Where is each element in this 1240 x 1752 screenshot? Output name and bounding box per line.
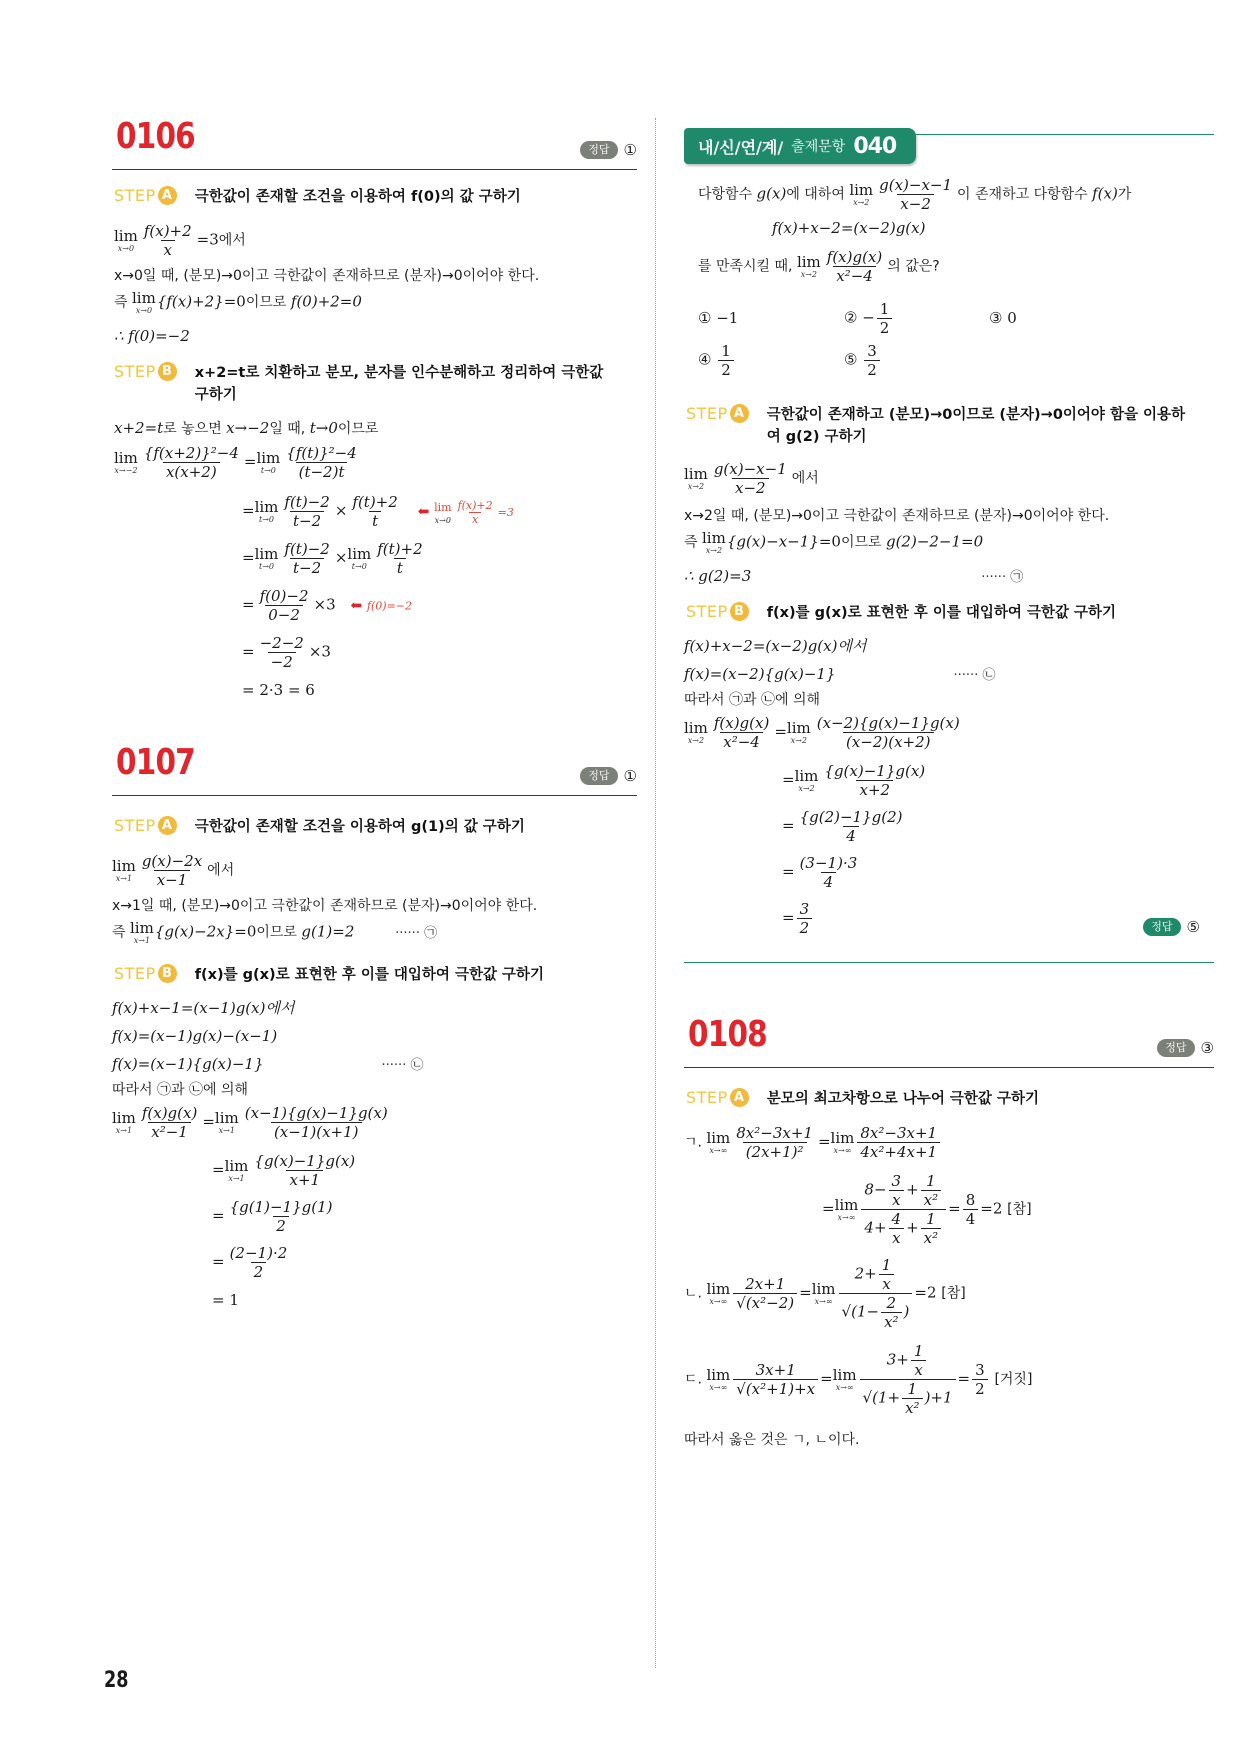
answer-value: ① <box>623 141 637 159</box>
equation-line: = lim x→∞ 8− $\frac{3}{x}$ + $\frac{1}{\text{x²}}$ 4+ $\frac{4}{x}$ + $\frac{1}{\text{x²}}$ = $\frac{8}{4}$ =2 [참] <box>822 1172 1032 1247</box>
step-tag <box>114 362 177 381</box>
step-a-0108 <box>686 1088 1214 1110</box>
choice-3: ③ 0 <box>989 309 1017 327</box>
equation-line: ㄴ. lim x→∞ $\frac{2x+1}{\text{√(x²−2)}}$ = lim x→∞ 2+ $\frac{1}{x}$ √(1− $\frac{2}{\text{x²}}$ ) =2 [참] <box>684 1256 966 1331</box>
equation-line: 즉 lim x→2 {g(x)−x−1}=0이므로 g(2)−2−1=0 <box>684 529 984 555</box>
answer-badge: 정답 <box>580 141 617 159</box>
step-tag <box>686 404 749 423</box>
column-divider <box>655 118 656 1668</box>
choice-2: ② − $\frac{1}{2}$ <box>844 300 894 337</box>
equation-line: = $\frac{\{g(2)-1\}g(2)}{4}$ <box>782 808 903 845</box>
text-line: 따라서 ㉠과 ㉡에 의해 <box>684 692 821 708</box>
related-problem-banner <box>684 128 916 164</box>
step-b-040 <box>686 602 1214 624</box>
question-line: 를 만족시킬 때, lim x→2 $\frac{f(x)g(x)}{\text{x²−4}}$ 의 값은? <box>698 248 940 285</box>
problem-number: 0108 <box>688 1014 767 1055</box>
step-label: STEP <box>114 186 156 205</box>
equation-line: lim x→1 $\frac{f(x)g(x)}{\text{x²−1}}$ = lim x→1 $\frac{(x-1)\{g(x)-1\}g(x)}{(x-1)(x+1)}$ <box>112 1104 388 1141</box>
step-label: STEP <box>114 816 156 835</box>
banner-number: 040 <box>853 133 897 159</box>
step-label: STEP <box>686 404 728 423</box>
text-line: x→0일 때, (분모)→0이고 극한값이 존재하므로 (분자)→0이어야 한다. <box>114 268 540 284</box>
equation-line: 즉 lim x→0 {f(x)+2}=0이므로 f(0)+2=0 <box>114 289 362 315</box>
equation-line: f(x)+x−1=(x−1)g(x)에서 <box>112 999 295 1017</box>
text-line: x+2=t로 놓으면 x→−2일 때, t→0이므로 <box>114 419 379 437</box>
equation-line: f(x)=(x−1)g(x)−(x−1) <box>112 1027 278 1045</box>
arrow-left-icon: ⬅ <box>350 597 363 614</box>
step-letter-icon: A <box>730 1088 749 1107</box>
step-tag <box>686 1088 749 1107</box>
equation-line: = $\frac{\{g(1)-1\}g(1)}{2}$ <box>212 1198 333 1235</box>
step-title: 극한값이 존재할 조건을 이용하여 f(0)의 값 구하기 <box>194 189 521 205</box>
equation-line: = 1 <box>212 1291 239 1309</box>
note: f(0)=−2 <box>366 599 412 613</box>
step-tag <box>114 186 177 205</box>
step-tag <box>114 964 177 983</box>
equation-line: ∴ f(0)=−2 <box>114 327 190 345</box>
text-line: x→2일 때, (분모)→0이고 극한값이 존재하므로 (분자)→0이어야 한다. <box>684 508 1110 524</box>
step-letter-icon: B <box>158 964 177 983</box>
equation-line: = lim t→0 $\frac{f(t)-2}{t-2}$ × $\frac{f(t)+2}{t}$ ⬅ lim x→0 $\frac{f(x)+2}{x}$ =3 <box>242 493 514 530</box>
choice-1: ① −1 <box>698 309 739 327</box>
conclusion-text: 따라서 옳은 것은 ㄱ, ㄴ이다. <box>684 1432 860 1448</box>
step-a-0107 <box>114 816 637 838</box>
banner-label: 내/신/연/계/ <box>698 137 784 157</box>
equation-line: lim x→0 $\frac{f(x)+2}{x}$ =3에서 <box>114 222 246 259</box>
answer <box>580 767 637 785</box>
step-letter-icon: B <box>158 362 177 381</box>
step-letter-icon: B <box>730 602 749 621</box>
equation-line: ㄷ. lim x→∞ $\frac{3x+1}{\text{√(x²+1)+x}}$ = lim x→∞ 3+ $\frac{1}{x}$ √(1+ $\frac{1}{\text{x²}}$ )+1 = $\frac{3}{2}$ [거짓] <box>684 1342 1033 1417</box>
equation-line: lim x→1 $\frac{g(x)-2x}{x-1}$ 에서 <box>112 852 235 889</box>
answer-badge: 정답 <box>1157 1039 1194 1057</box>
equation-line: = $\frac{-2-2}{-2}$ ×3 <box>242 634 331 671</box>
banner-sublabel: 출제문항 <box>791 139 846 155</box>
step-title: 극한값이 존재하고 (분모)→0이므로 (분자)→0이어야 함을 이용하여 g(2) 구하기 <box>766 407 1186 445</box>
step-letter-icon: A <box>730 404 749 423</box>
equation-line: = $\frac{f(0)-2}{0-2}$ ×3 ⬅ f(0)=−2 <box>242 587 412 624</box>
step-title: f(x)를 g(x)로 표현한 후 이를 대입하여 극한값 구하기 <box>766 605 1117 621</box>
equation-line: f(x)=(x−1){g(x)−1} ······ ㉡ <box>112 1055 424 1073</box>
step-title: 극한값이 존재할 조건을 이용하여 g(1)의 값 구하기 <box>194 819 525 835</box>
equation-line: = $\frac{(2-1)\cdot 2}{2}$ <box>212 1244 288 1281</box>
question-line: f(x)+x−2=(x−2)g(x) <box>772 219 926 237</box>
equation-line: ㄱ. lim x→∞ $\frac{\text{8x²−3x+1}}{\text{(2x+1)²}}$ = lim x→∞ $\frac{\text{8x²−3x+1}}{\text{4x²+4x+1}}$ <box>684 1124 942 1161</box>
answer-badge: 정답 <box>1143 918 1180 936</box>
equation-line: f(x)+x−2=(x−2)g(x)에서 <box>684 637 867 655</box>
equation-line: f(x)=(x−2){g(x)−1} ······ ㉡ <box>684 665 996 683</box>
step-b-0106 <box>114 362 637 406</box>
step-letter-icon: A <box>158 186 177 205</box>
choice-4: ④ $\frac{1}{2}$ <box>698 342 736 379</box>
equation-line: = lim x→2 $\frac{\{g(x)-1\}g(x)}{x+2}$ <box>782 762 926 799</box>
arrow-left-icon: ⬅ <box>417 503 430 520</box>
choice-5: ⑤ $\frac{3}{2}$ <box>844 342 882 379</box>
page-number: 28 <box>104 1668 129 1693</box>
step-label: STEP <box>114 362 156 381</box>
answer-badge: 정답 <box>580 767 617 785</box>
step-label: STEP <box>686 1088 728 1107</box>
problem-header-0107 <box>112 738 637 796</box>
problem-number: 0106 <box>116 116 195 157</box>
problem-header-0108 <box>684 1010 1214 1068</box>
equation-line: 즉 lim x→1 {g(x)−2x}=0이므로 g(1)=2 ······ ㉠ <box>112 919 438 945</box>
answer <box>580 141 637 159</box>
text-line: 따라서 ㉠과 ㉡에 의해 <box>112 1082 249 1098</box>
step-b-0107 <box>114 964 637 986</box>
problem-number: 0107 <box>116 742 195 783</box>
equation-line: = lim x→1 $\frac{\{g(x)-1\}g(x)}{x+1}$ <box>212 1152 356 1189</box>
answer-value: ③ <box>1200 1039 1214 1057</box>
step-label: STEP <box>686 602 728 621</box>
step-title: 분모의 최고차항으로 나누어 극한값 구하기 <box>766 1091 1040 1107</box>
equation-line: = 2·3 = 6 <box>242 681 315 699</box>
banner-rule <box>916 134 1214 135</box>
equation-line: lim x→−2 $\frac{\text{\{f(x+2)\}²−4}}{x(x+2)}$ = lim t→0 $\frac{\text{\{f(t)\}²−4}}{(t-2)t}$ <box>114 444 357 481</box>
equation-line: lim x→2 $\frac{g(x)-x-1}{x-2}$ 에서 <box>684 460 819 497</box>
question-line: 다항함수 g(x)에 대하여 lim x→2 $\frac{g(x)-x-1}{x-2}$ 이 존재하고 다항함수 f(x)가 <box>698 176 1132 213</box>
text-line: x→1일 때, (분모)→0이고 극한값이 존재하므로 (분자)→0이어야 한다. <box>112 898 538 914</box>
equation-line: = $\frac{3}{2}$ <box>782 900 814 937</box>
answer-value: ⑤ <box>1186 918 1200 936</box>
note: lim x→0 $\frac{f(x)+2}{x}$ =3 <box>434 499 514 526</box>
step-letter-icon: A <box>158 816 177 835</box>
step-tag <box>114 816 177 835</box>
answer <box>1143 918 1200 936</box>
problem-header-0106 <box>112 112 637 170</box>
equation-line: ∴ g(2)=3 ······ ㉠ <box>684 567 1024 585</box>
equation-line: = $\frac{(3-1)\cdot 3}{4}$ <box>782 854 858 891</box>
equation-line: lim x→2 $\frac{f(x)g(x)}{\text{x²−4}}$ = lim x→2 $\frac{(x-2)\{g(x)-1\}g(x)}{(x-2)(x+2)}$ <box>684 714 960 751</box>
step-title: f(x)를 g(x)로 표현한 후 이를 대입하여 극한값 구하기 <box>194 967 545 983</box>
equation-line: = lim t→0 $\frac{f(t)-2}{t-2}$ × lim t→0 $\frac{f(t)+2}{t}$ <box>242 540 423 577</box>
step-tag <box>686 602 749 621</box>
step-title: x+2=t로 치환하고 분모, 분자를 인수분해하고 정리하여 극한값 구하기 <box>194 365 604 403</box>
step-a-040 <box>686 404 1214 448</box>
section-end-rule <box>684 962 1214 963</box>
step-a-0106 <box>114 186 637 208</box>
step-label: STEP <box>114 964 156 983</box>
answer-value: ① <box>623 767 637 785</box>
answer <box>1157 1039 1214 1057</box>
